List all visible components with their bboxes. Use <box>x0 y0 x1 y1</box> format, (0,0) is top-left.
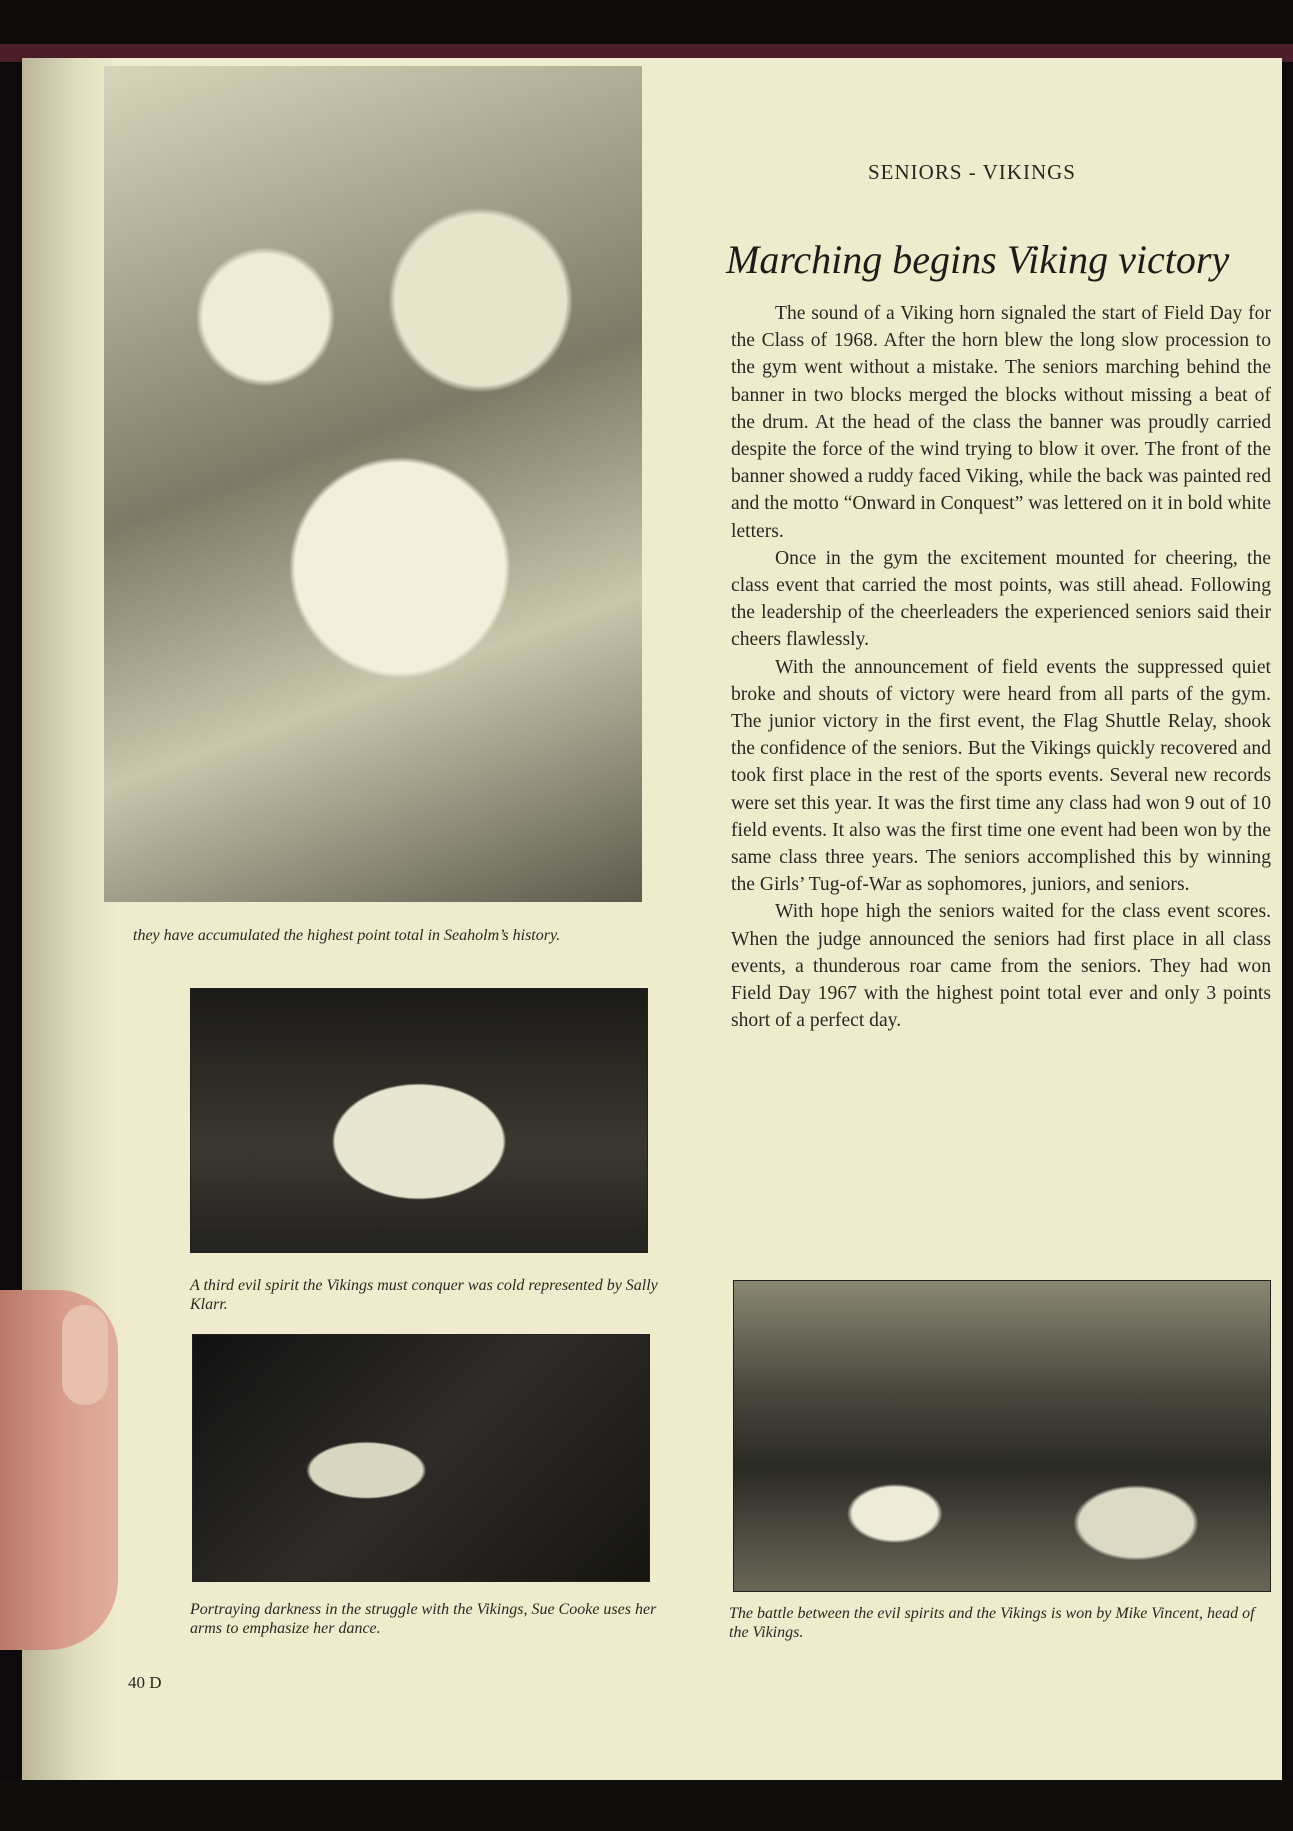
caption-battle: The battle between the evil spirits and the Vikings is won by Mike Vincent, head of the Vikings. <box>729 1605 1255 1641</box>
article-title: Marching begins Viking victory <box>726 237 1230 282</box>
battle-photo <box>733 1280 1271 1592</box>
caption-crowd: they have accumulated the highest point total in Seaholm’s history. <box>133 927 561 944</box>
paragraph: Once in the gym the excitement mounted for cheering, the class event that carried the most points, was still ahead. Following the leadership of the cheerleaders the experienced seniors said their cheers flawlessly. <box>731 547 1271 651</box>
cold-spirit-dancer-photo <box>190 988 648 1253</box>
paragraph: The sound of a Viking horn signaled the start of Field Day for the Class of 1968. After the horn blew the long slow procession to the gym went without a mistake. The seniors marching behind the banner in two blocks merged the blocks without missing a beat of the drum. At the head of the class the banner was proudly carried despite the force of the wind trying to blow it over. The front of the banner showed a ruddy faced Viking, while the back was painted red and the motto “Onward in Conquest” was lettered on it in bold white letters. <box>731 303 1271 542</box>
section-header: SENIORS - VIKINGS <box>868 160 1076 184</box>
caption-cold-spirit: A third evil spirit the Vikings must conquer was cold represented by Sally Klarr. <box>190 1277 658 1313</box>
dark-background-top <box>0 0 1293 48</box>
dark-background-bottom <box>0 1780 1293 1831</box>
darkness-dancer-photo <box>192 1334 650 1582</box>
crowd-cheering-photo <box>104 66 642 902</box>
page-number: 40 D <box>128 1673 162 1692</box>
caption-darkness: Portraying darkness in the struggle with the Vikings, Sue Cooke uses her arms to emphasize her dance. <box>190 1601 657 1637</box>
article-body <box>731 300 1271 1034</box>
paragraph: With the announcement of field events the suppressed quiet broke and shouts of victory were heard from all parts of the gym. The junior victory in the first event, the Flag Shuttle Relay, shook the confidence of the seniors. But the Vikings quickly recovered and took first place in the rest of the sports events. Several new records were set this year. It was the first time any class had won 9 out of 10 field events. It also was the first time one event had been won by the same class three years. The seniors accomplished this by winning the Girls’ Tug-of-War as sophomores, juniors, and seniors. <box>731 656 1271 896</box>
paragraph: With hope high the seniors waited for the class event scores. When the judge announced the seniors had first place in all class events, a thunderous roar came from the seniors. They had won Field Day 1967 with the highest point total ever and only 3 points short of a perfect day. <box>731 901 1271 1032</box>
thumbnail-nail <box>62 1305 108 1405</box>
